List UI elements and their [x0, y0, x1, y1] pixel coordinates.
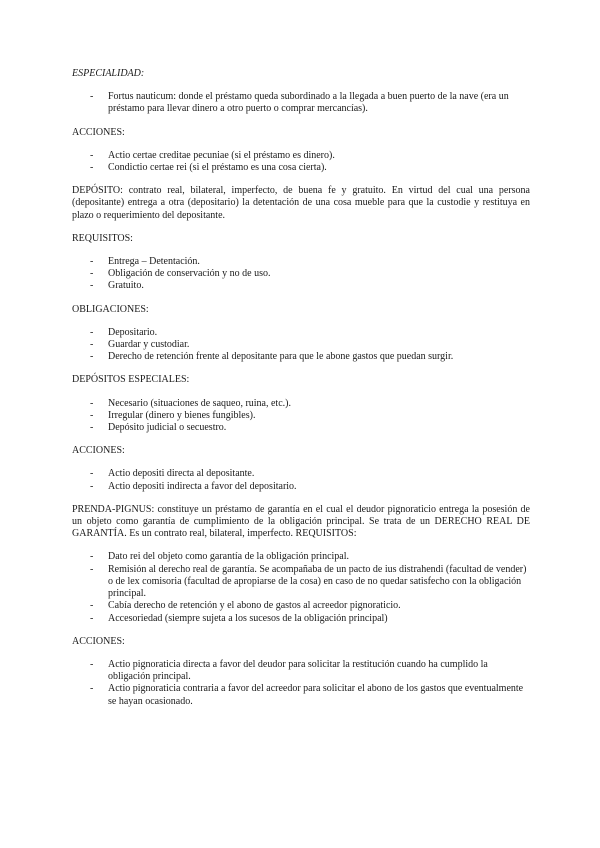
heading-especialidad: ESPECIALIDAD:: [72, 68, 145, 79]
list-requisitos-2: [72, 551, 530, 624]
list-item: - Guardar y custodiar.: [72, 339, 530, 351]
list-item: - Irregular (dinero y bienes fungibles).: [72, 410, 530, 422]
list-item: - Actio pignoraticia contraria a favor del acreedor para solicitar el abono de los gastos que eventualmente se hayan ocasionado.: [72, 683, 530, 707]
list-item: - Cabía derecho de retención y el abono de gastos al acreedor pignoraticio.: [72, 600, 530, 612]
heading-acciones-2: ACCIONES:: [72, 445, 125, 457]
list-item: - Actio pignoraticia directa a favor del deudor para solicitar la restitución cuando ha cumplido la obligación principal.: [72, 659, 530, 683]
heading-requisitos-1: REQUISITOS:: [72, 232, 133, 244]
list-item: - Entrega – Detentación.: [72, 256, 530, 268]
list-item: - Actio depositi directa al depositante.: [72, 468, 530, 480]
list-item: - Gratuito.: [72, 280, 530, 292]
heading-acciones-3: ACCIONES:: [72, 635, 125, 647]
list-acciones-1: [72, 150, 530, 174]
list-requisitos-1: [72, 256, 530, 293]
paragraph-deposito: DEPÓSITO: contrato real, bilateral, imperfecto, de buena fe y gratuito. En virtud del cual una persona (depositante) entrega a otra (depositario) la detentación de una cosa mueble para que la custodie y restituya en plazo o requerimiento del depositante.: [72, 185, 530, 221]
list-item: - Actio certae creditae pecuniae (si el préstamo es dinero).: [72, 150, 530, 162]
list-item: - Accesoriedad (siempre sujeta a los sucesos de la obligación principal): [72, 613, 530, 625]
list-item: - Fortus nauticum: donde el préstamo queda subordinado a la llegada a buen puerto de la nave (era un préstamo para llevar dinero a otro puerto o comprar mercancías).: [72, 91, 530, 115]
list-acciones-2: [72, 468, 530, 492]
list-item: - Derecho de retención frente al depositante para que le abone gastos que puedan surgir.: [72, 351, 530, 363]
list-obligaciones: [72, 327, 530, 364]
list-item: - Obligación de conservación y no de uso.: [72, 268, 530, 280]
heading-depositos-especiales: DEPÓSITOS ESPECIALES:: [72, 374, 190, 386]
list-depositos-especiales: [72, 398, 530, 435]
list-item: - Actio depositi indirecta a favor del depositario.: [72, 481, 530, 493]
list-acciones-3: [72, 659, 530, 708]
list-item: - Depositario.: [72, 327, 530, 339]
paragraph-prenda: PRENDA-PIGNUS: constituye un préstamo de garantía en el cual el deudor pignoraticio entrega la posesión de un objeto como garantía de cumplimiento de la obligación principal. Se trata de un DERECHO REAL DE GARANTÍA. Es un contrato real, bilateral, imperfecto. REQUISITOS:: [72, 503, 530, 540]
list-item: - Remisión al derecho real de garantía. Se acompañaba de un pacto de ius distrahendi (facultad de vender) o de lex comisoria (facultad de apropiarse de la cosa) en caso de no quedar satisfecho con la obligación principal.: [72, 564, 530, 601]
list-item: - Necesario (situaciones de saqueo, ruina, etc.).: [72, 398, 530, 410]
list-item: - Depósito judicial o secuestro.: [72, 422, 530, 434]
list-especialidad: [72, 91, 530, 115]
heading-obligaciones: OBLIGACIONES:: [72, 303, 149, 315]
list-item: - Dato rei del objeto como garantía de la obligación principal.: [72, 551, 530, 563]
list-item: - Condictio certae rei (si el préstamo es una cosa cierta).: [72, 162, 530, 174]
heading-acciones-1: ACCIONES:: [72, 126, 125, 138]
